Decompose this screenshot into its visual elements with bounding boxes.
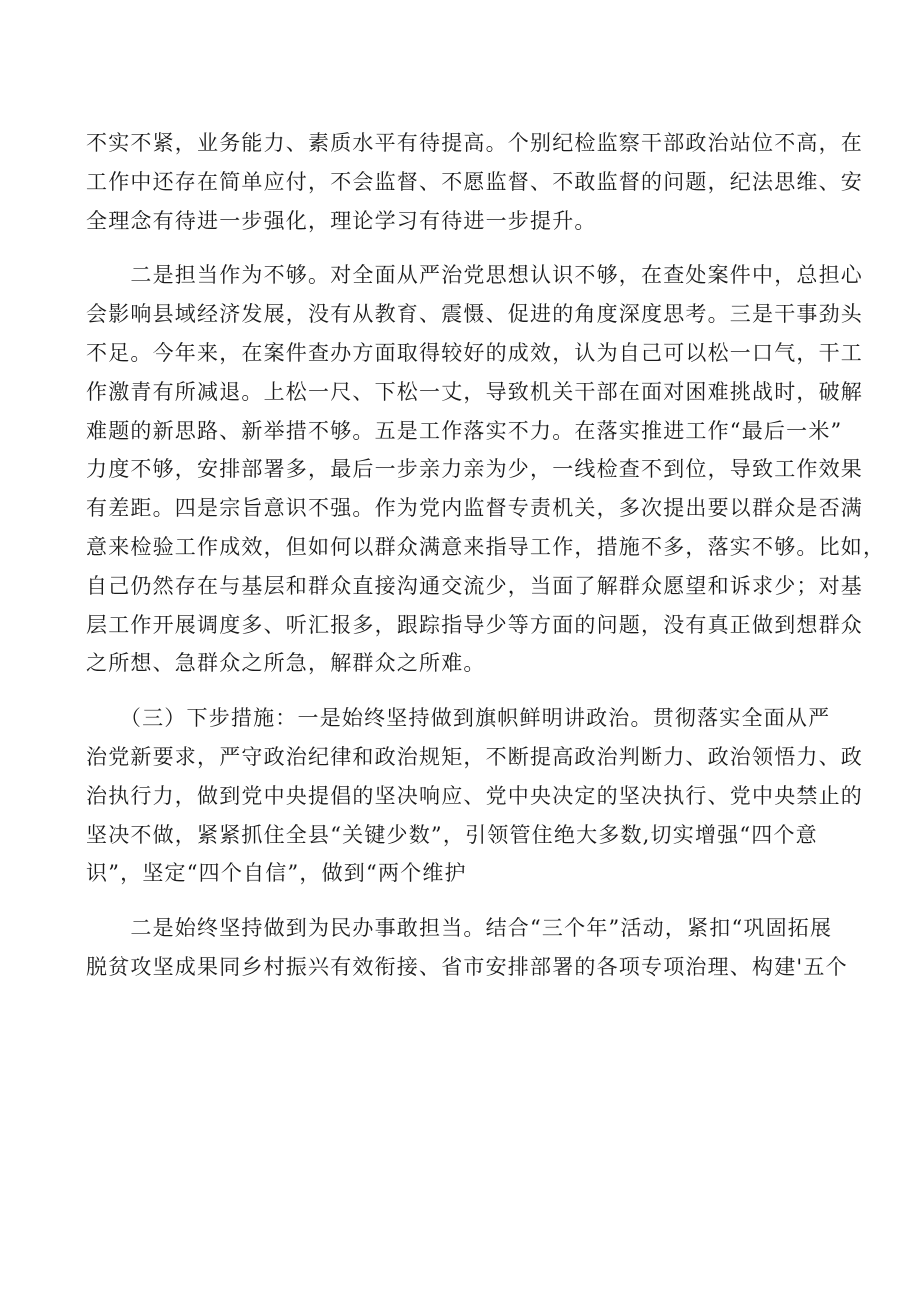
text-line: 有差距。四是宗旨意识不强。作为党内监督专责机关，多次提出要以群众是否满 xyxy=(86,496,863,521)
text-line: 不实不紧，业务能力、素质水平有待提高。个别纪检监察干部政治站位不高，在 xyxy=(86,131,863,155)
paragraph-spacing xyxy=(86,683,842,699)
text-line: （三）下步措施：一是始终坚持做到旗帜鲜明讲政治。贯彻落实全面从严 xyxy=(86,706,831,731)
text-line: 自己仍然存在与基层和群众直接沟通交流少，当面了解群众愿望和诉求少；对基 xyxy=(86,573,863,598)
text-line: 识”，坚定“四个自信”，做到“两个维护 xyxy=(86,861,467,886)
text-line: 层工作开展调度多、听汇报多，跟踪指导少等方面的问题，没有真正做到想群众 xyxy=(86,612,863,637)
text-line: 治党新要求，严守政治纪律和政治规矩，不断提高政治判断力、政治领悟力、政 xyxy=(86,744,863,769)
text-line: 难题的新思路、新举措不够。五是工作落实不力。在落实推进工作“最后一米” xyxy=(86,418,843,443)
text-line: 治执行力，做到党中央提倡的坚决响应、党中央决定的坚决执行、党中央禁止的 xyxy=(86,783,863,808)
text-line: 坚决不做，紧紧抓住全县“关键少数”，引领管住绝大多数,切实增强“四个意 xyxy=(86,822,818,847)
text-line: 脱贫攻坚成果同乡村振兴有效衔接、省市安排部署的各项专项治理、构建'五个 xyxy=(86,954,848,979)
text-line: 二是担当作为不够。对全面从严治党思想认识不够，在查处案件中，总担心 xyxy=(86,263,863,288)
paragraph-spacing xyxy=(86,240,842,256)
paragraph-next-steps xyxy=(86,699,863,893)
text-line: 二是始终坚持做到为民办事敢担当。结合“三个年”活动，紧扣“巩固拓展 xyxy=(86,916,833,941)
text-line: 力度不够，安排部署多，最后一步亲力亲为少，一线检查不到位，导致工作效果 xyxy=(86,457,863,482)
text-line: 之所想、急群众之所急，解群众之所难。 xyxy=(86,651,486,676)
paragraph-serve-people xyxy=(86,909,848,987)
text-line: 会影响县域经济发展，没有从教育、震慑、促进的角度深度思考。三是干事劲头 xyxy=(86,302,863,327)
text-line: 不足。今年来，在案件查办方面取得较好的成效，认为自己可以松一口气，干工 xyxy=(86,340,863,365)
paragraph-problems-continued xyxy=(86,124,863,240)
text-line: 意来检验工作成效，但如何以群众满意来指导工作，措施不多，落实不够。比如， xyxy=(86,534,886,559)
paragraph-responsibility xyxy=(86,256,886,683)
document-body xyxy=(86,124,886,987)
paragraph-spacing xyxy=(86,893,842,909)
text-line: 作激青有所减退。上松一尺、下松一丈，导致机关干部在面对困难挑战时，破解 xyxy=(86,379,863,404)
text-line: 全理念有待进一步强化，理论学习有待进一步提升。 xyxy=(86,208,597,233)
text-line: 工作中还存在简单应付，不会监督、不愿监督、不敢监督的问题，纪法思维、安 xyxy=(86,169,863,194)
